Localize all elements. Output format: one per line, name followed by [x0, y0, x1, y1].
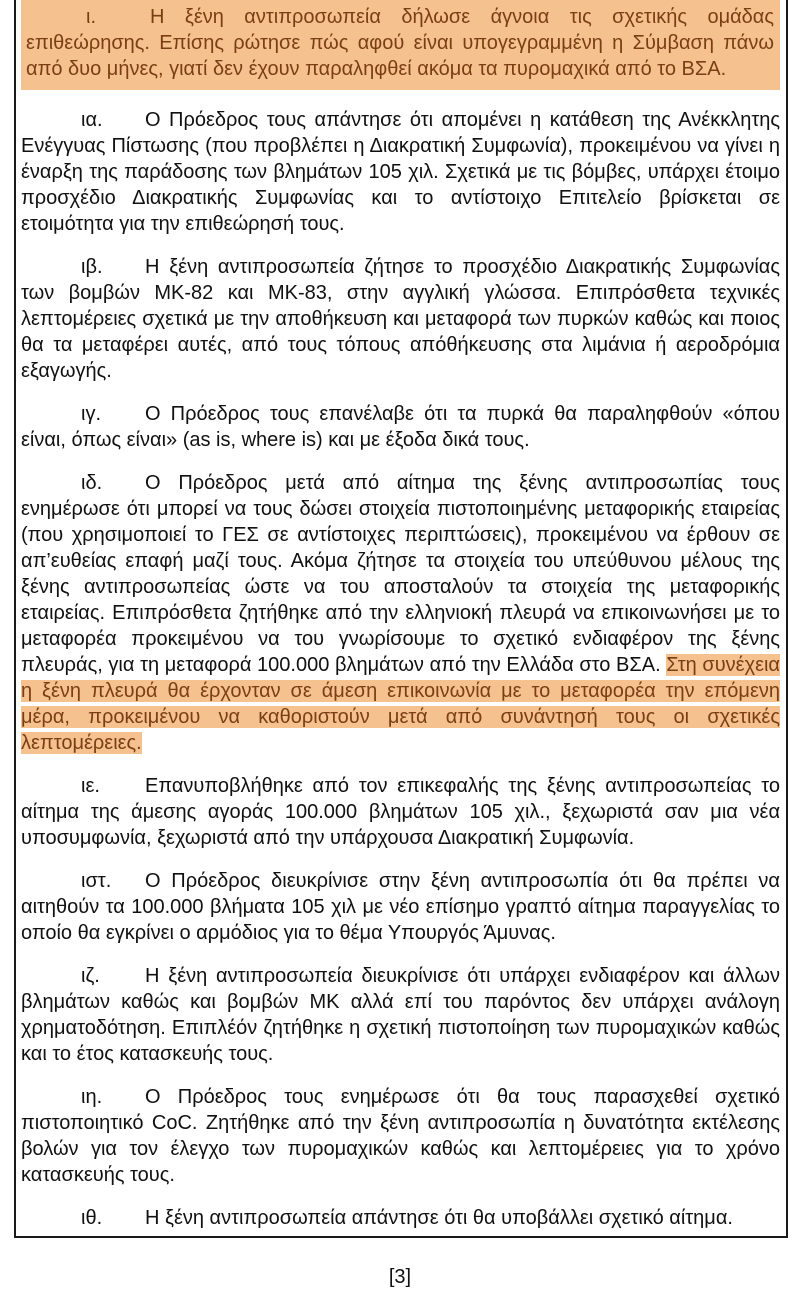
- paragraph-ig: [21, 401, 780, 453]
- paragraph-ie: [21, 773, 780, 851]
- paragraph-marker: ι.: [86, 6, 96, 28]
- paragraph-marker: ιθ.: [81, 1207, 103, 1229]
- paragraph-marker: ιδ.: [81, 472, 103, 494]
- paragraph-marker: ιγ.: [81, 403, 101, 425]
- paragraph-marker: ιη.: [81, 1086, 103, 1108]
- paragraph-i-highlighted: [21, 0, 780, 90]
- paragraph-text: Ο Πρόεδρος μετά από αίτημα της ξένης αντιπροσωπίας τους ενημέρωσε ότι μπορεί να τους δώσει στοιχεία πιστοποιημένης μεταφορικής εταιρείας (που χρησιμοποιεί το ΓΕΣ σε αντίστοιχες περιπτώσεις), προκειμένου να έρθουν σε απ’ευθείας επαφή μαζί τους. Ακόμα ζήτησε τα στοιχεία του υπεύθυνου μέλους της ξένης αντιπροσωπείας ώστε να του αποσταλούν τα στοιχεία της μεταφορικής εταιρείας. Επιπρόσθετα ζητήθηκε από την ελληνιοκή πλευρά να επικοινωνήσει με το μεταφορέα προκειμένου να του γνωρίσουμε το σχετικό ενδιαφέρον της ξένης πλευράς, για τη μεταφορά 100.000 βλημάτων από την Ελλάδα στο ΒΣΑ.: [21, 472, 780, 676]
- paragraph-ist: [21, 868, 780, 946]
- paragraph-text: Ο Πρόεδρος διευκρίνισε στην ξένη αντιπροσωπία ότι θα πρέπει να αιτηθούν τα 100.000 βλήματα 105 χιλ με νέο επίσημο γραπτό αίτημα παραγγελίας το οποίο θα εγκρίνει ο αρμόδιος για το θέμα Υπουργός Άμυνας.: [21, 870, 780, 944]
- paragraph-text: Η ξένη αντιπροσωπεία διευκρίνισε ότι υπάρχει ενδιαφέρον και άλλων βλημάτων καθώς και βομβών MK αλλά επί του παρόντος δεν υπάρχει ανάλογη χρηματοδότηση. Επιπλέόν ζητήθηκε η σχετική πιστοποίηση των πυρομαχικών καθώς και το έτος κατασκευής τους.: [21, 965, 780, 1065]
- paragraph-marker: ιβ.: [81, 256, 103, 278]
- page-number: [3]: [388, 1266, 412, 1288]
- paragraph-ih: [21, 1084, 780, 1188]
- paragraph-iz: [21, 963, 780, 1067]
- paragraph-text: Η ξένη αντιπροσωπεία απάντησε ότι θα υποβάλλει σχετικό αίτημα.: [145, 1207, 733, 1229]
- paragraph-ia: [21, 107, 780, 237]
- paragraph-ib: [21, 254, 780, 384]
- paragraph-marker: ιζ.: [81, 965, 100, 987]
- highlighted-passage: Στη συνέχεια η ξένη πλευρά θα έρχονταν σε άμεση επικοινωνία με το μεταφορέα την επόμενη μέρα, προκειμένου να καθοριστούν μετά από συνάντησή τους οι σχετικές λεπτομέρειες.: [21, 654, 780, 754]
- paragraph-text: Ο Πρόεδρος τους επανέλαβε ότι τα πυρκά θα παραληφθούν «όπου είναι, όπως είναι» (as is, where is) και με έξοδα δικά τους.: [21, 403, 780, 451]
- paragraph-text: Ο Πρόεδρος τους ενημέρωσε ότι θα τους παρασχεθεί σχετικό πιστοποιητικό CoC. Ζητήθηκε από την ξένη αντιπροσωπία η δυνατότητα εκτέλεσης βολών για τον έλεγχο των πυρομαχικών καθώς και λεπτομέρειες για το χρόνο κατασκευής τους.: [21, 1086, 780, 1186]
- paragraph-text: Ο Πρόεδρος τους απάντησε ότι απομένει η κατάθεση της Ανέκκλητης Ενέγγυας Πίστωσης (που προβλέπει η Διακρατική Συμφωνία), προκειμένου να γίνει η έναρξη της παράδοσης των βλημάτων 105 χιλ. Σχετικά με τις βόμβες, υπάρχει έτοιμο προσχέδιο Διακρατικής Συμφωνίας και το αντίστοιχο Επιτελείο βρίσκεται σε ετοιμότητα για την επιθεώρησή τους.: [21, 109, 780, 235]
- paragraph-marker: ια.: [81, 109, 103, 131]
- paragraph-text: Η ξένη αντιπροσωπεία δήλωσε άγνοια τις σχετικής ομάδας επιθεώρησης. Επίσης ρώτησε πώς αφού είναι υπογεγραμμένη η Σύμβαση πάνω από δυο μήνες, γιατί δεν έχουν παραληφθεί ακόμα τα πυρομαχικά από το ΒΣΑ.: [26, 6, 774, 80]
- paragraph-text: Επανυποβλήθηκε από τον επικεφαλής της ξένης αντιπροσωπείας το αίτημα της άμεσης αγοράς 100.000 βλημάτων 105 χιλ., ξεχωριστά σαν μια νέα υποσυμφωνία, ξεχωριστά από την υπάρχουσα Διακρατική Συμφωνία.: [21, 775, 780, 849]
- document-page-frame: [14, 0, 788, 1238]
- paragraph-text: Η ξένη αντιπροσωπεία ζήτησε το προσχέδιο Διακρατικής Συμφωνίας των βομβών MK-82 και MK-83, στην αγγλική γλώσσα. Επιπρόσθετα τεχνικές λεπτομέρειες σχετικά με την αποθήκευση και μεταφορά των πυρκών καθώς και ποιος θα τα μεταφέρει αυτές, από τους τόπους απόθήκευσης στα λιμάνια ή αεροδρόμια εξαγωγής.: [21, 256, 780, 382]
- paragraph-marker: ιε.: [81, 775, 100, 797]
- paragraph-id: [21, 470, 780, 756]
- paragraph-ith: [21, 1205, 780, 1231]
- paragraph-marker: ιστ.: [81, 870, 112, 892]
